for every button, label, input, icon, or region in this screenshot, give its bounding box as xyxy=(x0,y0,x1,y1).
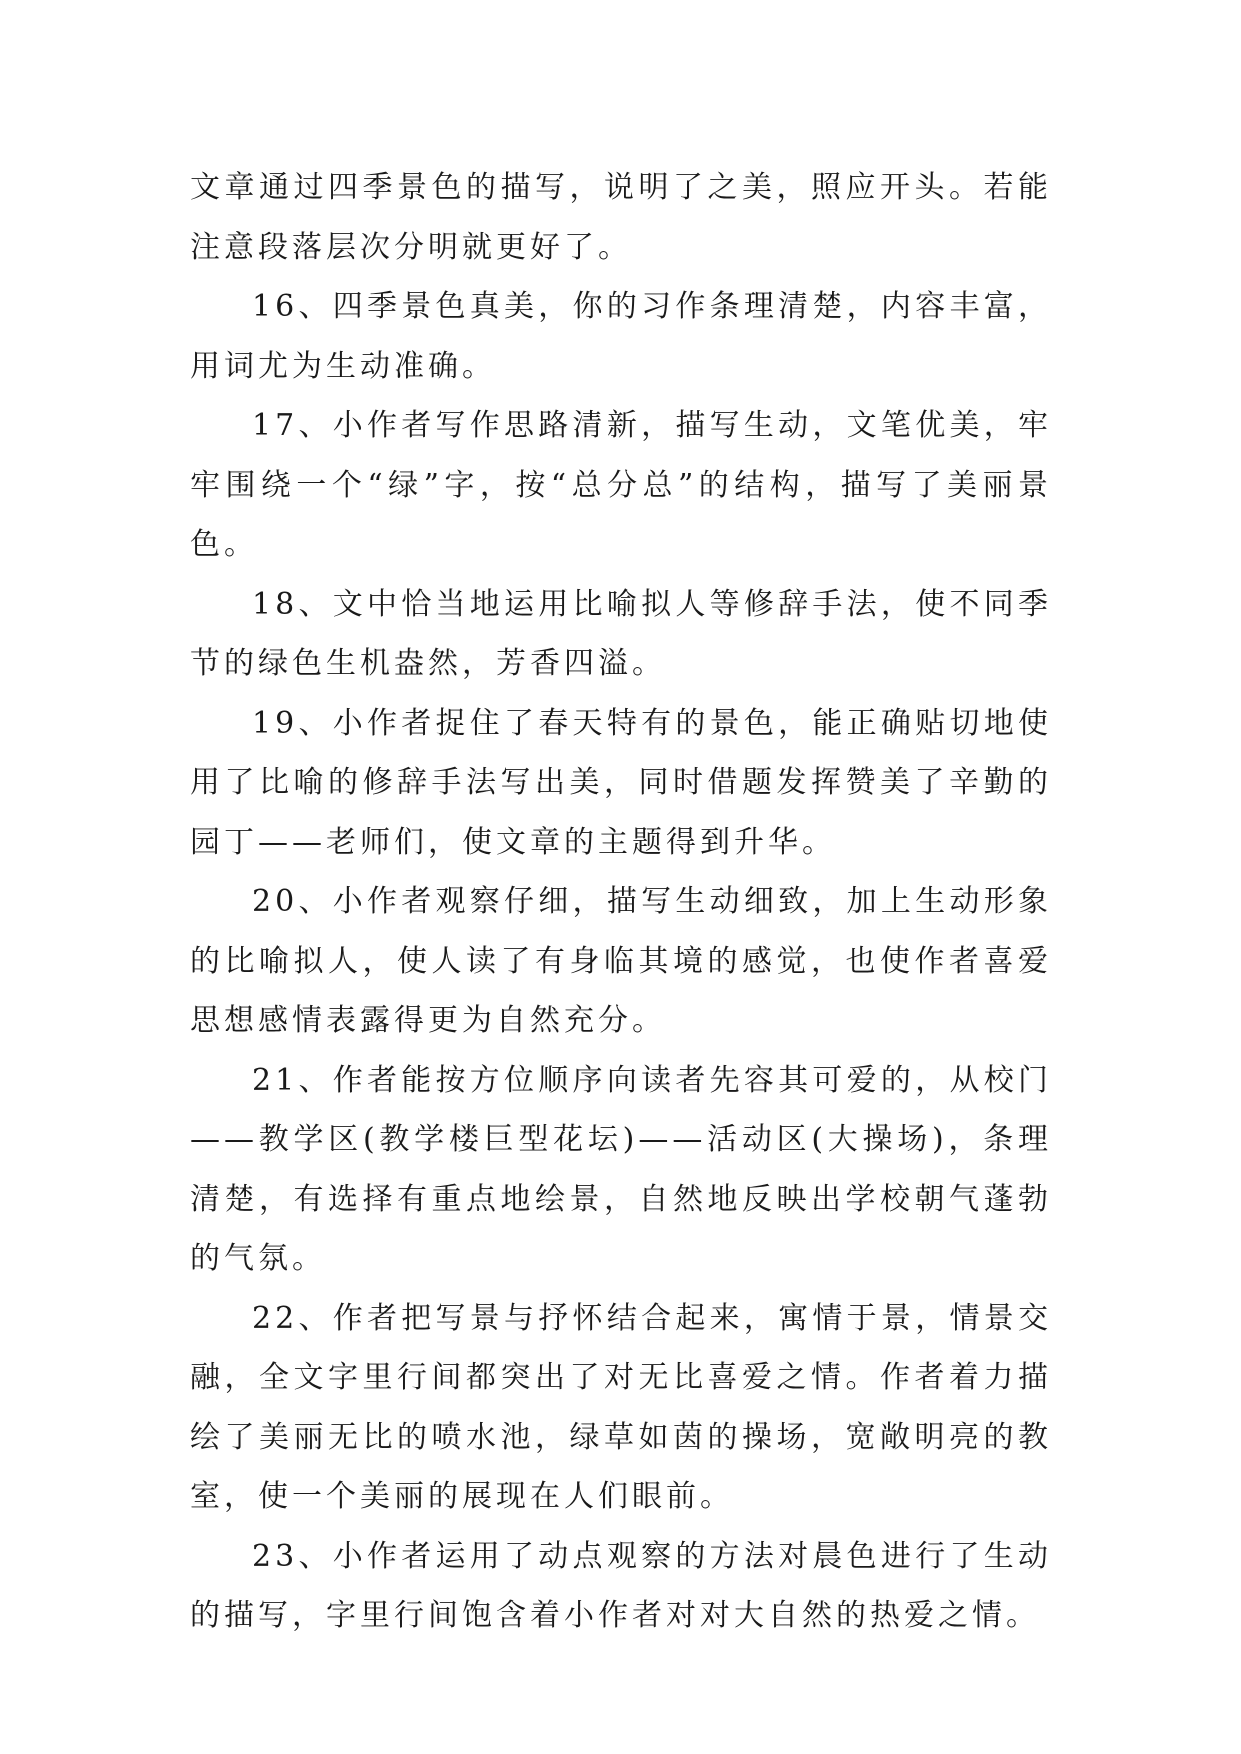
paragraph-21: 21、作者能按方位顺序向读者先容其可爱的，从校门——教学区(教学楼巨型花坛)——活动区(大操场)，条理清楚，有选择有重点地绘景，自然地反映出学校朝气蓬勃的气氛。 xyxy=(190,1062,1052,1276)
paragraph-1: 文章通过四季景色的描写，说明了之美，照应开头。若能注意段落层次分明就更好了。 xyxy=(190,170,1052,265)
paragraph-22: 22、作者把写景与抒怀结合起来，寓情于景，情景交融，全文字里行间都突出了对无比喜爱之情。作者着力描绘了美丽无比的喷水池，绿草如茵的操场，宽敞明亮的教室，使一个美丽的展现在人们眼前。 xyxy=(190,1300,1052,1514)
paragraph-18: 18、文中恰当地运用比喻拟人等修辞手法，使不同季节的绿色生机盎然，芳香四溢。 xyxy=(190,586,1052,681)
paragraph-23: 23、小作者运用了动点观察的方法对晨色进行了生动的描写，字里行间饱含着小作者对对大自然的热爱之情。 xyxy=(190,1538,1052,1633)
document-body xyxy=(190,158,1052,1646)
paragraph-20: 20、小作者观察仔细，描写生动细致，加上生动形象的比喻拟人，使人读了有身临其境的感觉，也使作者喜爱思想感情表露得更为自然充分。 xyxy=(190,884,1052,1038)
paragraph-16: 16、四季景色真美，你的习作条理清楚，内容丰富，用词尤为生动准确。 xyxy=(190,289,1052,384)
paragraph-19: 19、小作者捉住了春天特有的景色，能正确贴切地使用了比喻的修辞手法写出美，同时借题发挥赞美了辛勤的园丁——老师们，使文章的主题得到升华。 xyxy=(190,705,1052,860)
paragraph-17: 17、小作者写作思路清新，描写生动，文笔优美，牢牢围绕一个“绿”字，按“总分总”的结构，描写了美丽景色。 xyxy=(190,408,1052,562)
